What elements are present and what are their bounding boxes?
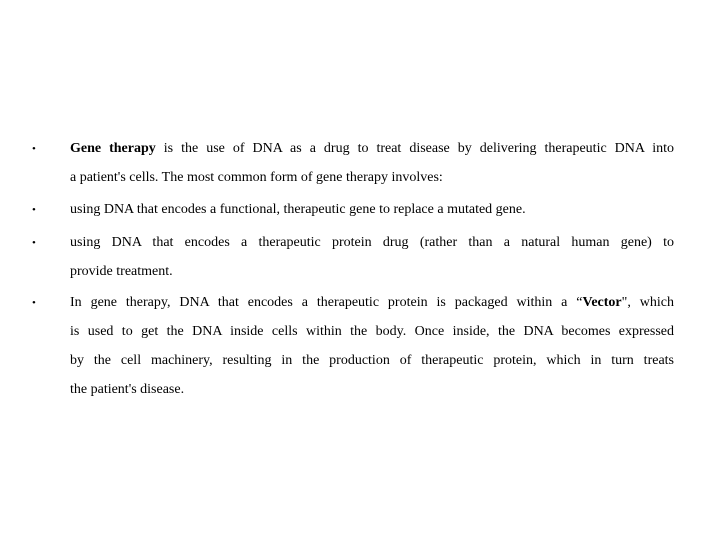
item-line: using DNA that encodes a functional, therapeutic gene to replace a mutated gene. <box>70 202 526 217</box>
item-line: provide treatment. <box>70 264 173 279</box>
item-line: is used to get the DNA inside cells within the body. Once inside, the DNA becomes expressed <box>70 324 674 339</box>
bullet-icon: • <box>32 297 36 309</box>
item-line: the patient's disease. <box>70 382 185 397</box>
item-text <box>70 234 674 292</box>
item-line-text: In gene therapy, DNA that encodes a therapeutic protein is packaged within a “ <box>70 295 583 310</box>
bullet-icon: • <box>32 143 36 155</box>
item-line: a patient's cells. The most common form of gene therapy involves: <box>70 170 443 185</box>
item-line-text: ", which <box>621 295 674 310</box>
gene-therapy-term: Gene therapy <box>70 141 156 156</box>
bullet-icon: • <box>32 204 36 216</box>
bullet-icon: • <box>32 237 36 249</box>
item-text <box>70 201 674 230</box>
item-text <box>70 294 674 410</box>
item-text <box>70 140 674 198</box>
item-line <box>70 140 674 169</box>
item-line: by the cell machinery, resulting in the production of therapeutic protein, which in turn treats <box>70 353 674 368</box>
vector-term: Vector <box>582 295 622 310</box>
item-line-text: is the use of DNA as a drug to treat disease by delivering therapeutic DNA into <box>155 141 674 156</box>
item-line <box>70 294 674 323</box>
item-line: using DNA that encodes a therapeutic protein drug (rather than a natural human gene) to <box>70 235 674 250</box>
